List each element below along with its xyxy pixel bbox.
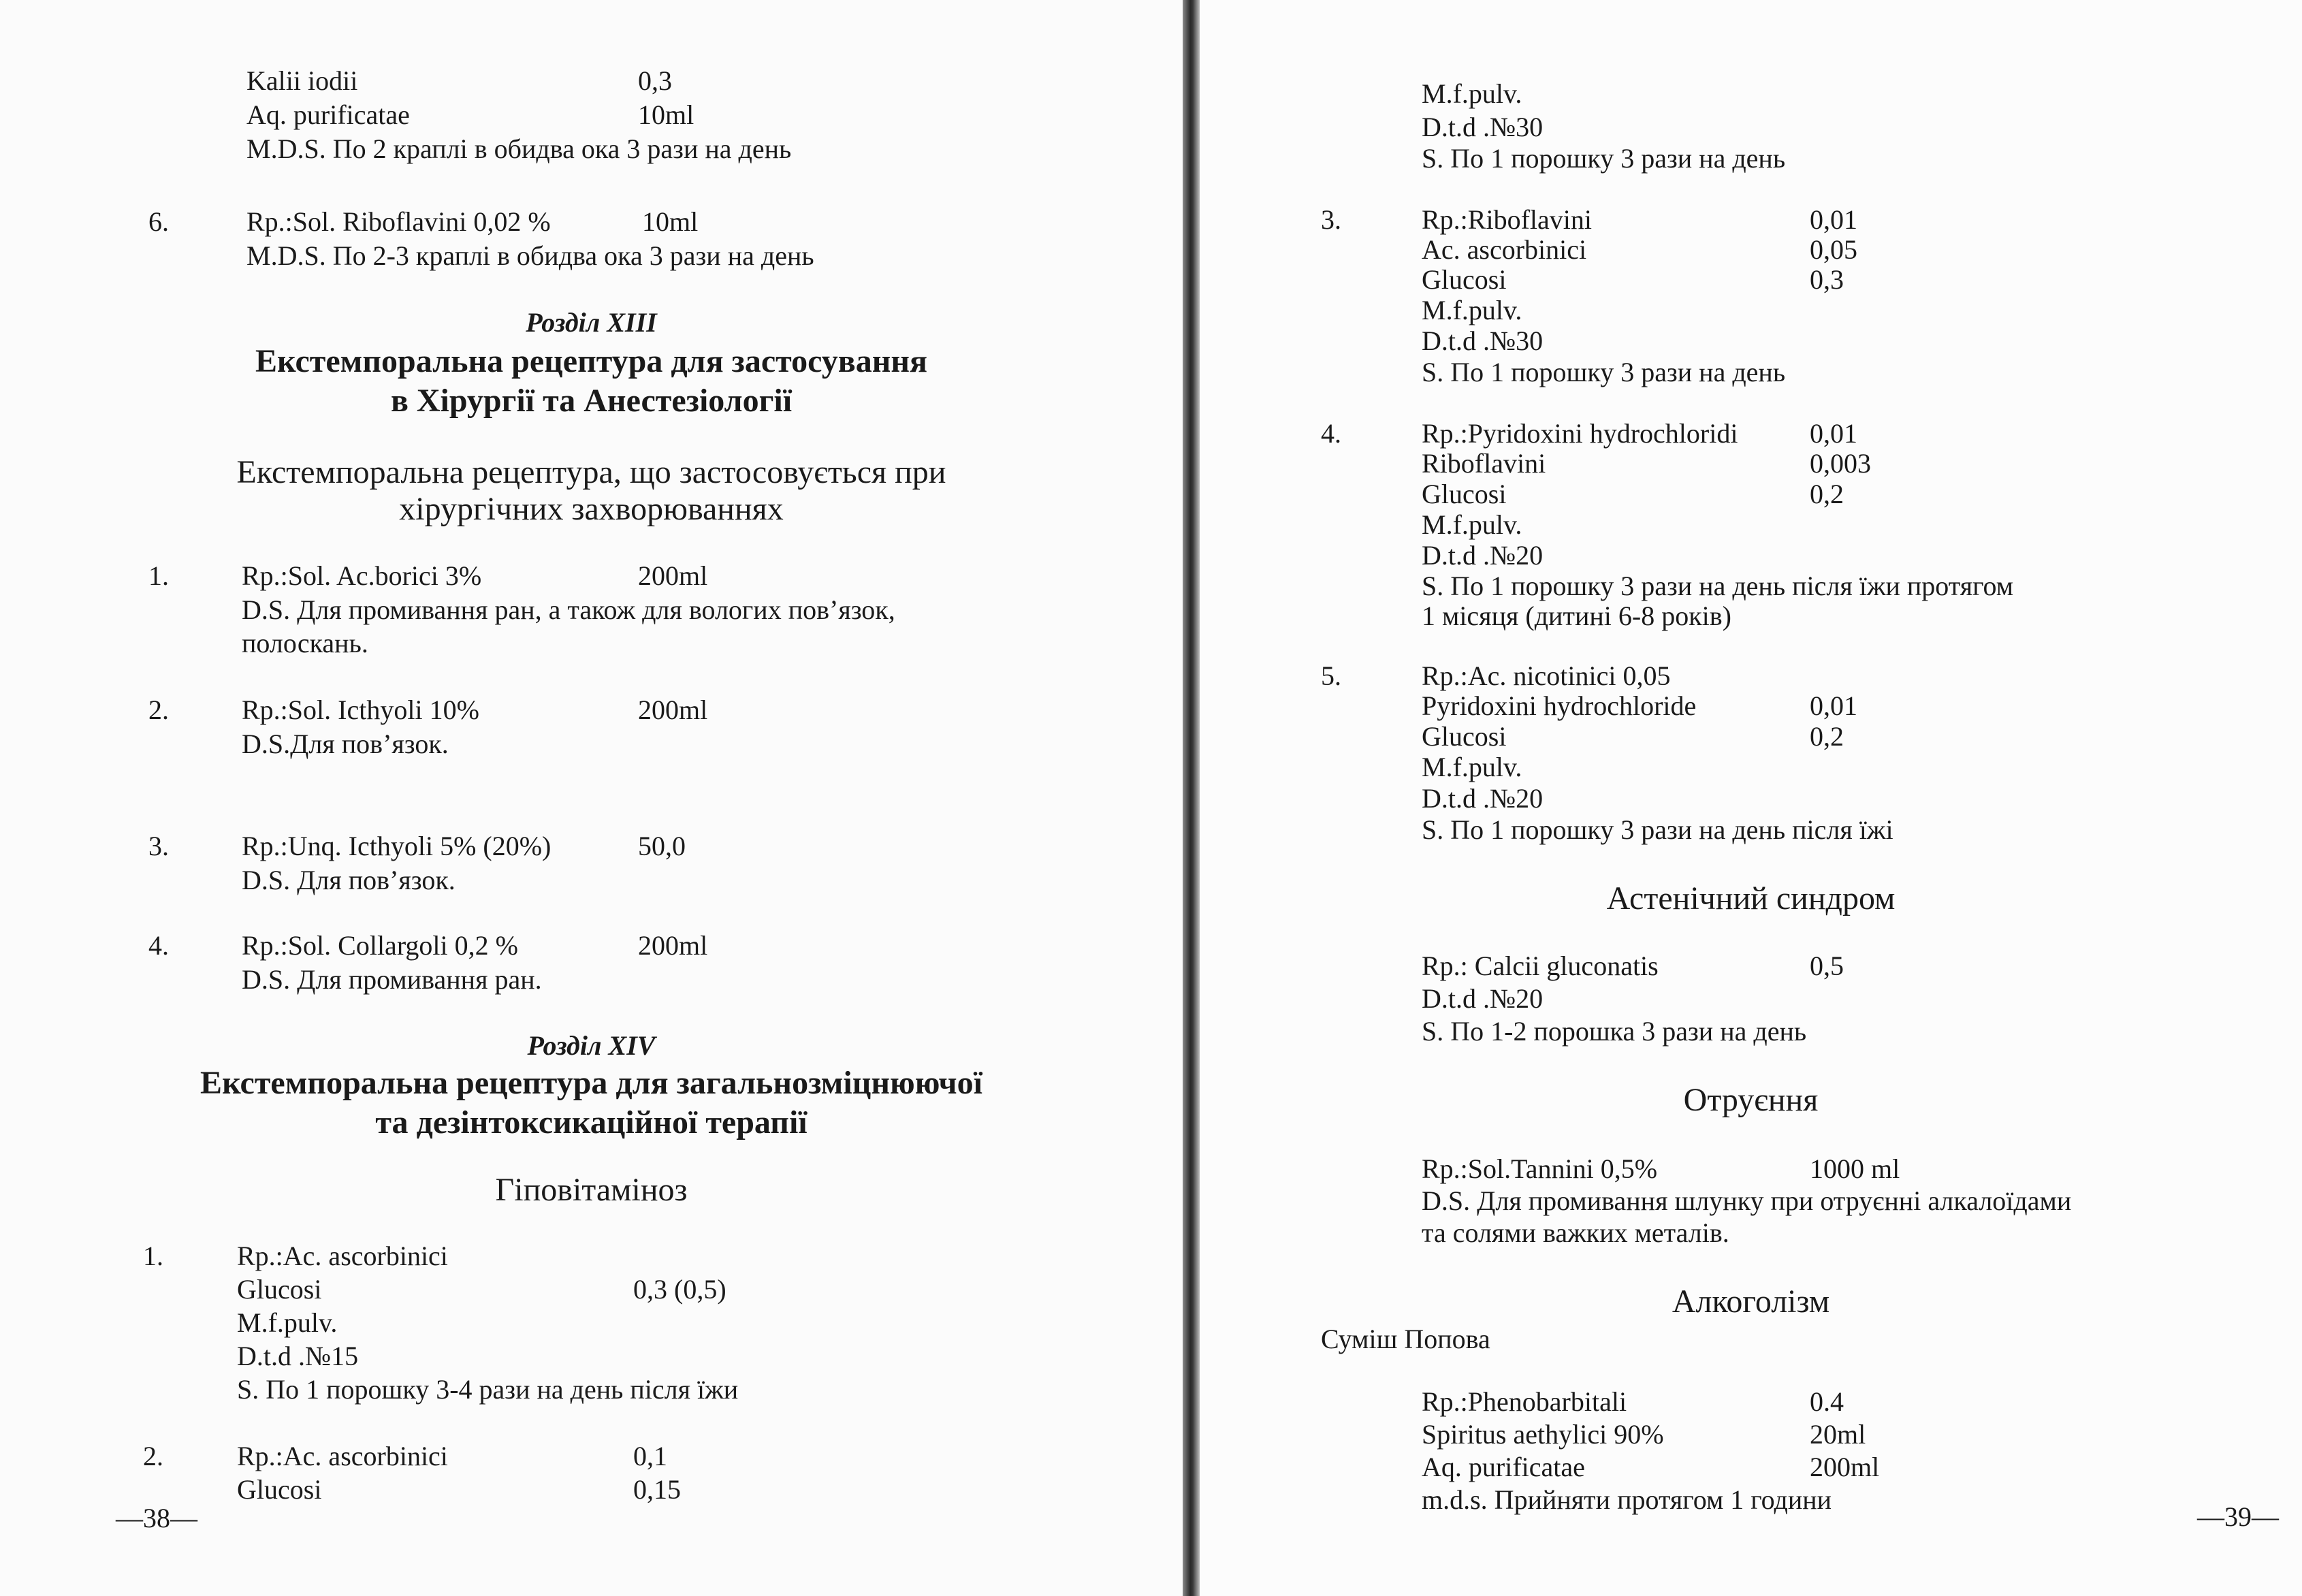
rx-line: Rp.:Unq. Icthyoli 5% (20%) bbox=[242, 831, 551, 861]
section-subtitle: Екстемпоральна рецептура, що застосовується при bbox=[236, 454, 946, 490]
section-title: Екстемпоральна рецептура для застосування bbox=[255, 343, 927, 379]
rx-line: Rp.: Calcii gluconatis bbox=[1422, 951, 1659, 981]
rx-signa: S. По 1 порошку 3 рази на день bbox=[1422, 357, 1786, 387]
rx-qty: 0,3 (0,5) bbox=[633, 1274, 726, 1305]
rx-qty: 200ml bbox=[638, 560, 708, 591]
rx-line: Rp.:Sol. Icthyoli 10% bbox=[242, 695, 479, 725]
right-page bbox=[1200, 0, 2302, 1596]
section-label: Розділ XIV bbox=[527, 1030, 656, 1061]
rx-line: M.f.pulv. bbox=[1422, 509, 1522, 540]
subsection-title: Алкоголізм bbox=[1672, 1283, 1830, 1320]
rx-line: Rp.:Riboflavini bbox=[1422, 204, 1592, 235]
rx-qty: 0,5 bbox=[1810, 951, 1844, 981]
rx-line: Glucosi bbox=[237, 1274, 322, 1305]
subsection-title: Астенічний синдром bbox=[1606, 880, 1896, 916]
rx-line: Glucosi bbox=[1422, 264, 1507, 295]
rx-line: Riboflavini bbox=[1422, 448, 1546, 479]
rx-signa: D.S. Для пов’язок. bbox=[242, 865, 455, 895]
section-subtitle: хірургічних захворюваннях bbox=[399, 491, 784, 527]
section-title: в Хірургії та Анестезіології bbox=[390, 383, 793, 419]
rx-signa: D.S. Для промивання ран, а також для вологих пов’язок, bbox=[242, 594, 895, 625]
rx-signa: S. По 1 порошку 3-4 рази на день після їжи bbox=[237, 1374, 739, 1405]
rx-qty: 0,003 bbox=[1810, 448, 1871, 479]
rx-qty: 0,2 bbox=[1810, 721, 1844, 752]
rx-line: M.f.pulv. bbox=[237, 1307, 338, 1338]
rx-qty: 200ml bbox=[638, 695, 708, 725]
rx-line: Rp.:Sol. Riboflavini 0,02 % bbox=[246, 206, 551, 237]
rx-line: M.f.pulv. bbox=[1422, 752, 1522, 782]
rx-qty: 200ml bbox=[638, 930, 708, 961]
mixture-name: Суміш Попова bbox=[1321, 1324, 1490, 1354]
rx-signa: S. По 1 порошку 3 рази на день після їжі bbox=[1422, 814, 1893, 845]
section-label: Розділ XIII bbox=[526, 307, 657, 338]
rx-line: D.t.d .№20 bbox=[1422, 783, 1544, 814]
rx-line: Spiritus aethylici 90% bbox=[1422, 1419, 1664, 1450]
rx-line: Ac. ascorbinici bbox=[1422, 234, 1587, 265]
section-subtitle: Гіповітаміноз bbox=[495, 1172, 688, 1208]
rx-qty: 0,15 bbox=[633, 1474, 681, 1505]
rx-qty: 50,0 bbox=[638, 831, 686, 861]
rx-line: Rp.:Ac. ascorbinici bbox=[237, 1441, 448, 1471]
rx-signa: M.D.S. По 2 краплі в обидва ока 3 рази на день bbox=[246, 133, 792, 164]
rx-line: Pyridoxini hydrochloride bbox=[1422, 690, 1697, 721]
rx-qty: 10ml bbox=[642, 206, 699, 237]
rx-signa: 1 місяця (дитині 6-8 років) bbox=[1422, 601, 1731, 631]
rx-signa: D.S. Для промивання ран. bbox=[242, 964, 542, 995]
rx-qty: 0,01 bbox=[1810, 690, 1857, 721]
rx-qty: 10ml bbox=[638, 99, 694, 130]
rx-number: 4. bbox=[1321, 418, 1341, 449]
rx-number: 2. bbox=[143, 1441, 163, 1471]
rx-line: D.t.d .№30 bbox=[1422, 325, 1544, 356]
rx-number: 6. bbox=[148, 206, 169, 237]
rx-signa: S. По 1 порошку 3 рази на день bbox=[1422, 143, 1786, 174]
rx-line: Rp.:Pyridoxini hydrochloridi bbox=[1422, 418, 1738, 449]
rx-signa: S. По 1-2 порошка 3 рази на день bbox=[1422, 1016, 1807, 1047]
rx-line: Aq. purificatae bbox=[246, 99, 410, 130]
page-number: —39— bbox=[2197, 1501, 2279, 1532]
rx-line: M.f.pulv. bbox=[1422, 78, 1522, 109]
rx-qty: 0,3 bbox=[638, 65, 672, 96]
rx-line: D.t.d .№20 bbox=[1422, 540, 1544, 571]
rx-line: Rp.:Phenobarbitali bbox=[1422, 1386, 1627, 1417]
rx-qty: 1000 ml bbox=[1810, 1153, 1900, 1184]
rx-line: D.t.d .№20 bbox=[1422, 983, 1544, 1014]
rx-signa: та солями важких металів. bbox=[1422, 1217, 1729, 1248]
rx-line: Rp.:Ac. nicotinici 0,05 bbox=[1422, 660, 1671, 691]
rx-signa: m.d.s. Прийняти протягом 1 години bbox=[1422, 1484, 1832, 1515]
rx-line: Rp.:Sol. Ac.borici 3% bbox=[242, 560, 482, 591]
rx-line: Kalii iodii bbox=[246, 65, 358, 96]
section-title: Екстемпоральна рецептура для загальнозміцнюючої bbox=[200, 1065, 982, 1101]
rx-line: Glucosi bbox=[1422, 479, 1507, 509]
rx-signa: D.S. Для промивання шлунку при отруєнні алкалоїдами bbox=[1422, 1185, 2072, 1216]
rx-number: 4. bbox=[148, 930, 169, 961]
rx-signa: S. По 1 порошку 3 рази на день після їжи протягом bbox=[1422, 571, 2014, 601]
rx-qty: 0,3 bbox=[1810, 264, 1844, 295]
rx-line: Glucosi bbox=[1422, 721, 1507, 752]
rx-line: D.t.d .№15 bbox=[237, 1341, 359, 1371]
rx-qty: 0.4 bbox=[1810, 1386, 1844, 1417]
rx-line: Aq. purificatae bbox=[1422, 1452, 1585, 1482]
rx-line: Rp.:Sol.Tannini 0,5% bbox=[1422, 1153, 1658, 1184]
rx-qty: 0,2 bbox=[1810, 479, 1844, 509]
rx-signa: полоскань. bbox=[242, 628, 368, 658]
rx-number: 3. bbox=[1321, 204, 1341, 235]
page-number: —38— bbox=[116, 1503, 197, 1533]
rx-qty: 0,05 bbox=[1810, 234, 1857, 265]
rx-line: Rp.:Ac. ascorbinici bbox=[237, 1241, 448, 1271]
rx-number: 1. bbox=[148, 560, 169, 591]
book-spine bbox=[1183, 0, 1200, 1596]
rx-qty: 0,01 bbox=[1810, 204, 1857, 235]
rx-qty: 0,01 bbox=[1810, 418, 1857, 449]
rx-line: Rp.:Sol. Collargoli 0,2 % bbox=[242, 930, 518, 961]
rx-line: Glucosi bbox=[237, 1474, 322, 1505]
rx-qty: 0,1 bbox=[633, 1441, 667, 1471]
rx-signa: M.D.S. По 2-3 краплі в обидва ока 3 рази на день bbox=[246, 240, 814, 271]
rx-number: 3. bbox=[148, 831, 169, 861]
rx-qty: 200ml bbox=[1810, 1452, 1880, 1482]
rx-line: M.f.pulv. bbox=[1422, 295, 1522, 325]
subsection-title: Отруєння bbox=[1683, 1082, 1819, 1118]
rx-number: 5. bbox=[1321, 660, 1341, 691]
rx-qty: 20ml bbox=[1810, 1419, 1866, 1450]
rx-line: D.t.d .№30 bbox=[1422, 112, 1544, 142]
section-title: та дезінтоксикаційної терапії bbox=[375, 1104, 808, 1140]
rx-number: 1. bbox=[143, 1241, 163, 1271]
rx-signa: D.S.Для пов’язок. bbox=[242, 729, 449, 759]
rx-number: 2. bbox=[148, 695, 169, 725]
